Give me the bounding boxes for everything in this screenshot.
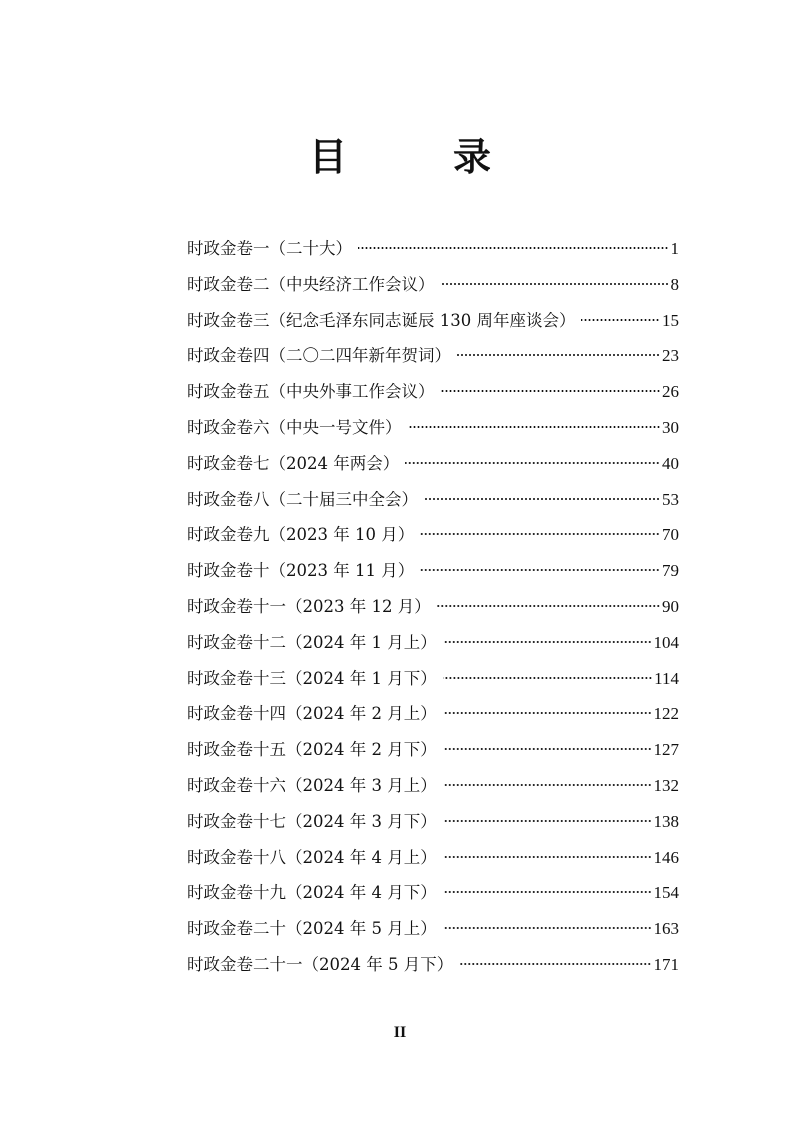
toc-entry-label: 时政金卷二十（2024 年 5 月上） [187,919,437,939]
toc-entry-label: 时政金卷六（中央一号文件） [187,417,402,437]
toc-entry[interactable] [187,267,679,303]
toc-entry-page-number: 154 [653,883,679,903]
toc-entry-page-number: 79 [662,561,679,581]
toc-dot-leader [441,389,661,393]
toc-entry[interactable] [187,446,679,482]
toc-entry-page-number: 40 [662,453,679,473]
toc-entry-label: 时政金卷三（纪念毛泽东同志诞辰 130 周年座谈会） [187,310,576,330]
toc-entry-label: 时政金卷一（二十大） [187,239,352,258]
toc-dot-leader [459,962,651,966]
toc-entry[interactable] [187,231,679,267]
toc-entry[interactable] [187,768,679,804]
toc-entry-label: 时政金卷十二（2024 年 1 月上） [187,632,437,652]
toc-dot-leader [443,711,652,715]
toc-entry-label: 时政金卷十四（2024 年 2 月上） [187,704,437,724]
toc-dot-leader [443,676,652,680]
toc-entry-page-number: 8 [670,274,679,294]
toc-dot-leader [420,568,660,572]
toc-dot-leader [457,353,660,357]
toc-dot-leader [437,604,660,608]
toc-entry-label: 时政金卷十五（2024 年 2 月下） [187,740,437,760]
toc-entry[interactable] [187,625,679,661]
toc-dot-leader [420,532,660,536]
toc-entry[interactable] [187,696,679,732]
toc-entry-page-number: 114 [654,668,679,688]
toc-entry[interactable] [187,947,679,983]
toc-dot-leader [424,497,660,501]
toc-entry[interactable] [187,732,679,768]
toc-entry[interactable] [187,374,679,410]
toc-entry[interactable] [187,875,679,911]
toc-entry-label: 时政金卷十九（2024 年 4 月下） [187,883,437,903]
toc-entry-page-number: 53 [662,489,679,509]
toc-dot-leader [443,640,652,644]
toc-entry[interactable] [187,911,679,947]
toc-entry-page-number: 127 [653,740,679,760]
toc-entry-label: 时政金卷二十一（2024 年 5 月下） [187,954,454,974]
toc-entry-label: 时政金卷十七（2024 年 3 月下） [187,811,437,831]
toc-entry-page-number: 146 [653,847,679,867]
toc-entry-label: 时政金卷十（2023 年 11 月） [187,561,415,581]
toc-entry-page-number: 122 [653,704,679,724]
toc-dot-leader [408,425,661,429]
toc-entry-label: 时政金卷五（中央外事工作会议） [187,382,435,402]
toc-dot-leader [358,246,669,250]
toc-entry-page-number: 90 [662,596,679,616]
toc-entry-page-number: 171 [653,954,679,974]
toc-dot-leader [443,783,652,787]
toc-entry-label: 时政金卷二（中央经济工作会议） [187,274,435,294]
toc-entry-label: 时政金卷十三（2024 年 1 月下） [187,668,437,688]
toc-dot-leader [443,819,652,823]
toc-entry[interactable] [187,338,679,374]
toc-entry-page-number: 30 [662,417,679,437]
toc-entry-page-number: 132 [653,775,679,795]
toc-entry[interactable] [187,303,679,339]
toc-dot-leader [405,461,660,465]
toc-entry-page-number: 104 [653,632,679,652]
toc-entry[interactable] [187,517,679,553]
toc-entry-label: 时政金卷九（2023 年 10 月） [187,525,415,545]
toc-entry[interactable] [187,589,679,625]
toc-entry-label: 时政金卷八（二十届三中全会） [187,489,418,509]
toc-entry-page-number: 23 [662,346,679,366]
toc-entry-page-number: 15 [662,310,679,330]
toc-entry-page-number: 138 [653,811,679,831]
toc-entry-label: 时政金卷十一（2023 年 12 月） [187,596,431,616]
toc-dot-leader [443,855,652,859]
page-title: 目 录 [308,135,525,179]
toc-entry-page-number: 70 [662,525,679,545]
toc-entry-page-number: 163 [653,919,679,939]
toc-entry[interactable] [187,840,679,876]
toc-entry[interactable] [187,553,679,589]
page-number-footer: II [393,1024,407,1041]
toc-entry-label: 时政金卷十八（2024 年 4 月上） [187,847,437,867]
toc-entry-label: 时政金卷十六（2024 年 3 月上） [187,775,437,795]
toc-entry[interactable] [187,804,679,840]
toc-entry[interactable] [187,482,679,518]
toc-dot-leader [441,282,669,286]
toc-dot-leader [443,747,652,751]
toc-entry-page-number: 1 [670,239,679,258]
toc-entry-label: 时政金卷四（二〇二四年新年贺词） [187,346,451,366]
toc-entry-page-number: 26 [662,382,679,402]
toc-entry[interactable] [187,661,679,697]
toc-dot-leader [443,890,652,894]
toc-entry[interactable] [187,410,679,446]
toc-entry-label: 时政金卷七（2024 年两会） [187,453,400,473]
table-of-contents [187,231,679,983]
toc-dot-leader [581,318,660,322]
toc-dot-leader [443,926,652,930]
